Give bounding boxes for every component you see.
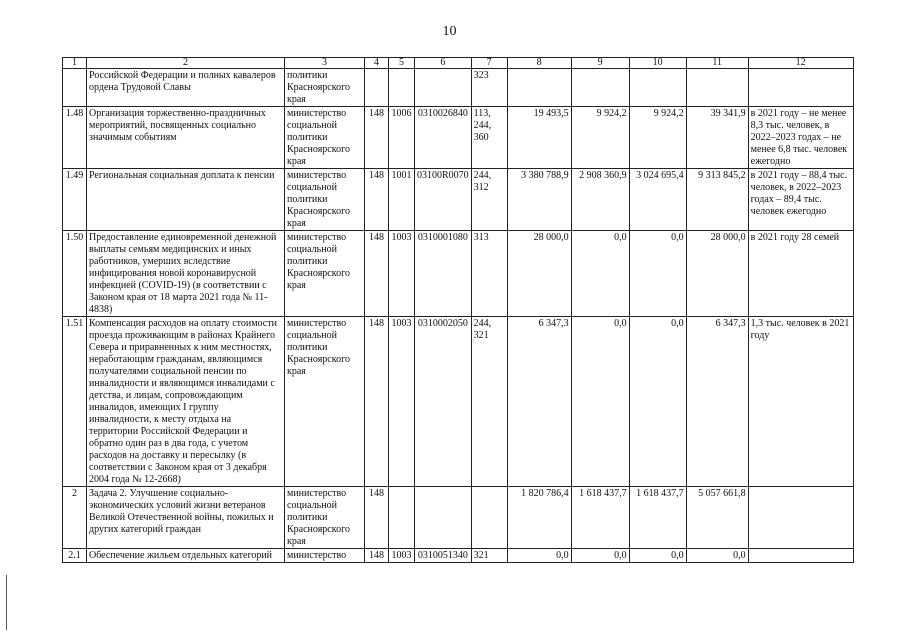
code-grbs: 148 [365, 549, 389, 563]
code-section [389, 69, 415, 107]
header-cell: 7 [471, 58, 507, 69]
code-grbs: 148 [365, 231, 389, 317]
amount-2023: 0,0 [629, 231, 686, 317]
header-cell: 9 [571, 58, 629, 69]
code-target [415, 487, 472, 549]
row-number [63, 69, 87, 107]
amount-total: 39 341,9 [686, 107, 748, 169]
amount-2021 [507, 69, 571, 107]
expected-result: в 2021 году – не менее 8,3 тыс. человек, в 2022–2023 годах – не менее 6,8 тыс. человек ежегодно [748, 107, 853, 169]
row-number: 2.1 [63, 549, 87, 563]
amount-2022: 9 924,2 [571, 107, 629, 169]
responsible-org: министерство социальной политики Красноярского края [285, 107, 365, 169]
code-target: 03100R0070 [415, 169, 472, 231]
activity-name: Обеспечение жильем отдельных категорий [87, 549, 285, 563]
code-grbs: 148 [365, 317, 389, 487]
table-row [63, 107, 854, 169]
expected-result: 1,3 тыс. человек в 2021 году [748, 317, 853, 487]
header-cell: 5 [389, 58, 415, 69]
amount-2021: 28 000,0 [507, 231, 571, 317]
amount-2021: 0,0 [507, 549, 571, 563]
header-cell: 12 [748, 58, 853, 69]
activity-name: Российской Федерации и полных кавалеров ордена Трудовой Славы [87, 69, 285, 107]
code-grbs: 148 [365, 107, 389, 169]
amount-2023: 0,0 [629, 549, 686, 563]
code-section: 1006 [389, 107, 415, 169]
activity-name: Задача 2. Улучшение социально-экономических условий жизни ветеранов Великой Отечественной войны, пожилых и других категорий граждан [87, 487, 285, 549]
code-section: 1001 [389, 169, 415, 231]
header-cell: 6 [415, 58, 472, 69]
responsible-org: политики Красноярского края [285, 69, 365, 107]
activity-name: Организация торжественно-праздничных мероприятий, посвященных социально значимым событиям [87, 107, 285, 169]
expected-result [748, 549, 853, 563]
scan-edge-line [6, 575, 7, 630]
amount-2021: 1 820 786,4 [507, 487, 571, 549]
code-grbs: 148 [365, 487, 389, 549]
amount-2023: 1 618 437,7 [629, 487, 686, 549]
code-expense-type: 244, 312 [471, 169, 507, 231]
amount-2022: 2 908 360,9 [571, 169, 629, 231]
row-number: 1.51 [63, 317, 87, 487]
amount-2023: 3 024 695,4 [629, 169, 686, 231]
row-number: 2 [63, 487, 87, 549]
amount-2022 [571, 69, 629, 107]
code-expense-type [471, 487, 507, 549]
code-expense-type: 113, 244, 360 [471, 107, 507, 169]
code-grbs: 148 [365, 169, 389, 231]
amount-2022: 1 618 437,7 [571, 487, 629, 549]
header-cell: 2 [87, 58, 285, 69]
code-grbs [365, 69, 389, 107]
code-section [389, 487, 415, 549]
amount-total [686, 69, 748, 107]
amount-2021: 6 347,3 [507, 317, 571, 487]
amount-2021: 3 380 788,9 [507, 169, 571, 231]
table-row [63, 549, 854, 563]
expected-result: в 2021 году 28 семей [748, 231, 853, 317]
amount-2022: 0,0 [571, 549, 629, 563]
responsible-org: министерство социальной политики Красноярского края [285, 317, 365, 487]
page-number: 10 [442, 24, 457, 39]
expected-result [748, 487, 853, 549]
activity-name: Предоставление единовременной денежной выплаты семьям медицинских и иных работников, умерших вследствие инфицирования новой коронавирусной инфекцией (COVID-19) (в соответствии с Законом края от 18 марта 2021 года № 11-4838) [87, 231, 285, 317]
code-expense-type: 321 [471, 549, 507, 563]
responsible-org: министерство социальной политики Красноярского края [285, 231, 365, 317]
amount-total: 9 313 845,2 [686, 169, 748, 231]
responsible-org: министерство социальной политики Красноярского края [285, 169, 365, 231]
header-row [63, 58, 854, 69]
code-section: 1003 [389, 231, 415, 317]
header-cell: 8 [507, 58, 571, 69]
row-number: 1.48 [63, 107, 87, 169]
header-cell: 1 [63, 58, 87, 69]
code-expense-type: 313 [471, 231, 507, 317]
activity-name: Компенсация расходов на оплату стоимости проезда проживающим в районах Крайнего Севера и приравненных к ним местностях, неработающим гражданам, являющимся получателями социальной пенсии по инвалидности и являющимся инвалидами с детства, и лицам, сопровождающим инвалидов, имеющих I группу инвалидности, к месту отдыха на территории Российской Федерации и обратно один раз в два года, с учетом расходов на доставку и пересылку (в соответствии с Законом края от 3 декабря 2004 года № 12-2668) [87, 317, 285, 487]
code-expense-type: 244, 321 [471, 317, 507, 487]
table-row [63, 231, 854, 317]
code-target: 0310026840 [415, 107, 472, 169]
amount-2022: 0,0 [571, 231, 629, 317]
header-cell: 4 [365, 58, 389, 69]
amount-total: 0,0 [686, 549, 748, 563]
amount-total: 28 000,0 [686, 231, 748, 317]
code-target: 0310001080 [415, 231, 472, 317]
header-cell: 3 [285, 58, 365, 69]
amount-2022: 0,0 [571, 317, 629, 487]
responsible-org: министерство социальной политики Красноярского края [285, 487, 365, 549]
amount-2023: 9 924,2 [629, 107, 686, 169]
amount-2023 [629, 69, 686, 107]
activity-name: Региональная социальная доплата к пенсии [87, 169, 285, 231]
budget-table [62, 57, 854, 563]
amount-2023: 0,0 [629, 317, 686, 487]
table-row [63, 69, 854, 107]
expected-result: в 2021 году – 88,4 тыс. человек, в 2022–2023 годах – 89,4 тыс. человек ежегодно [748, 169, 853, 231]
code-target: 0310002050 [415, 317, 472, 487]
row-number: 1.49 [63, 169, 87, 231]
amount-2021: 19 493,5 [507, 107, 571, 169]
code-target [415, 69, 472, 107]
amount-total: 5 057 661,8 [686, 487, 748, 549]
table-row [63, 317, 854, 487]
header-cell: 11 [686, 58, 748, 69]
row-number: 1.50 [63, 231, 87, 317]
amount-total: 6 347,3 [686, 317, 748, 487]
code-expense-type: 323 [471, 69, 507, 107]
header-cell: 10 [629, 58, 686, 69]
responsible-org: министерство [285, 549, 365, 563]
code-section: 1003 [389, 549, 415, 563]
expected-result [748, 69, 853, 107]
table-row [63, 487, 854, 549]
code-target: 0310051340 [415, 549, 472, 563]
code-section: 1003 [389, 317, 415, 487]
table-row [63, 169, 854, 231]
